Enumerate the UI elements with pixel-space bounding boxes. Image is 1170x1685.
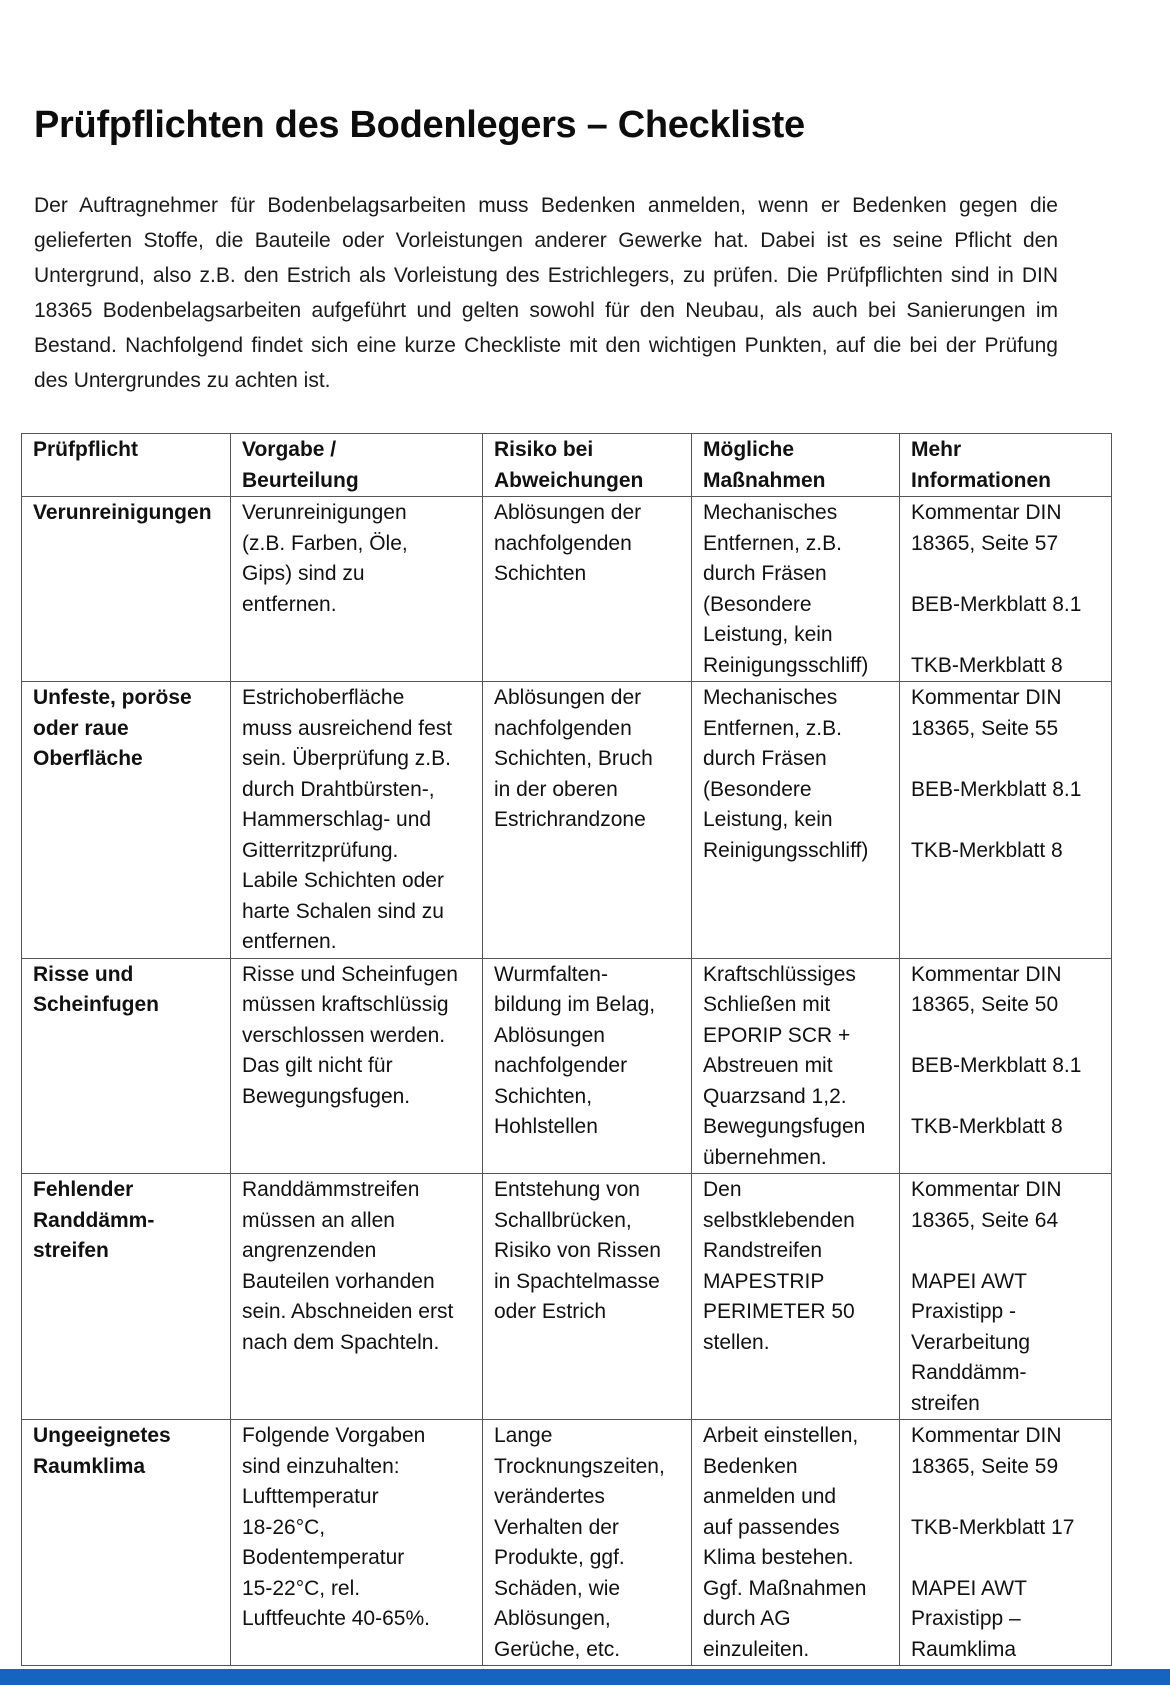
- intro-paragraph: Der Auftragnehmer für Bodenbelagsarbeiten muss Bedenken anmelden, wenn er Bedenken gegen die gelieferten Stoffe, die Bauteile oder Vorleistungen anderer Gewerke hat. Dabei ist es seine Pflicht den Untergrund, also z.B. den Estrich als Vorleistung des Estrichlegers, zu prüfen. Die Prüfpflichten sind in DIN 18365 Bodenbelagsarbeiten aufgeführt und gelten sowohl für den Neubau, als auch bei Sanierungen im Bestand. Nachfolgend findet sich eine kurze Checkliste mit den wichtigen Punkten, auf die bei der Prüfung des Untergrundes zu achten ist.: [34, 194, 1058, 392]
- header-vorgabe: Vorgabe / Beurteilung: [231, 434, 483, 497]
- cell-pruefpflicht: Ungeeignetes Raumklima: [22, 1420, 231, 1666]
- header-risiko: Risiko bei Abweichungen: [483, 434, 692, 497]
- cell-risiko: Ablösungen der nachfolgenden Schichten: [483, 497, 692, 682]
- cell-vorgabe: Folgende Vorgaben sind einzuhalten: Lufttemperatur 18-26°C, Bodentemperatur 15-22°C, rel. Luftfeuchte 40-65%.: [231, 1420, 483, 1666]
- cell-risiko: Wurmfalten- bildung im Belag, Ablösungen nachfolgender Schichten, Hohlstellen: [483, 958, 692, 1174]
- cell-vorgabe: Risse und Scheinfugen müssen kraftschlüssig verschlossen werden. Das gilt nicht für Bewegungsfugen.: [231, 958, 483, 1174]
- cell-informationen: Kommentar DIN 18365, Seite 59 TKB-Merkblatt 17 MAPEI AWT Praxistipp – Raumklima: [900, 1420, 1112, 1666]
- footer-bar: [0, 1669, 1170, 1685]
- cell-massnahmen: Mechanisches Entfernen, z.B. durch Fräsen (Besondere Leistung, kein Reinigungsschliff): [692, 682, 900, 959]
- table-row: [22, 1174, 1112, 1420]
- cell-risiko: Lange Trocknungszeiten, verändertes Verhalten der Produkte, ggf. Schäden, wie Ablösungen, Gerüche, etc.: [483, 1420, 692, 1666]
- header-massnahmen: Mögliche Maßnahmen: [692, 434, 900, 497]
- cell-pruefpflicht: Verunreinigungen: [22, 497, 231, 682]
- cell-vorgabe: Verunreinigungen (z.B. Farben, Öle, Gips) sind zu entfernen.: [231, 497, 483, 682]
- table-row: [22, 497, 1112, 682]
- cell-vorgabe: Randdämmstreifen müssen an allen angrenzenden Bauteilen vorhanden sein. Abschneiden erst nach dem Spachteln.: [231, 1174, 483, 1420]
- cell-risiko: Entstehung von Schallbrücken, Risiko von Rissen in Spachtelmasse oder Estrich: [483, 1174, 692, 1420]
- cell-informationen: Kommentar DIN 18365, Seite 57 BEB-Merkblatt 8.1 TKB-Merkblatt 8: [900, 497, 1112, 682]
- table-row: [22, 682, 1112, 959]
- header-informationen: Mehr Informationen: [900, 434, 1112, 497]
- cell-pruefpflicht: Unfeste, poröse oder raue Oberfläche: [22, 682, 231, 959]
- page-title: Prüfpflichten des Bodenlegers – Checkliste: [34, 104, 805, 146]
- cell-massnahmen: Kraftschlüssiges Schließen mit EPORIP SCR + Abstreuen mit Quarzsand 1,2. Bewegungsfugen übernehmen.: [692, 958, 900, 1174]
- cell-informationen: Kommentar DIN 18365, Seite 55 BEB-Merkblatt 8.1 TKB-Merkblatt 8: [900, 682, 1112, 959]
- cell-massnahmen: Mechanisches Entfernen, z.B. durch Fräsen (Besondere Leistung, kein Reinigungsschliff): [692, 497, 900, 682]
- cell-pruefpflicht: Risse und Scheinfugen: [22, 958, 231, 1174]
- table-row: [22, 1420, 1112, 1666]
- checklist-table: [21, 433, 1112, 1666]
- table-header-row: [22, 434, 1112, 497]
- cell-vorgabe: Estrichoberfläche muss ausreichend fest sein. Überprüfung z.B. durch Drahtbürsten-, Hammerschlag- und Gitterritzprüfung. Labile Schichten oder harte Schalen sind zu entfernen.: [231, 682, 483, 959]
- cell-pruefpflicht: Fehlender Randdämm- streifen: [22, 1174, 231, 1420]
- header-pruefpflicht: Prüfpflicht: [22, 434, 231, 497]
- cell-informationen: Kommentar DIN 18365, Seite 64 MAPEI AWT Praxistipp - Verarbeitung Randdämm- streifen: [900, 1174, 1112, 1420]
- cell-massnahmen: Den selbstklebenden Randstreifen MAPESTRIP PERIMETER 50 stellen.: [692, 1174, 900, 1420]
- cell-informationen: Kommentar DIN 18365, Seite 50 BEB-Merkblatt 8.1 TKB-Merkblatt 8: [900, 958, 1112, 1174]
- table-row: [22, 958, 1112, 1174]
- cell-massnahmen: Arbeit einstellen, Bedenken anmelden und auf passendes Klima bestehen. Ggf. Maßnahmen durch AG einzuleiten.: [692, 1420, 900, 1666]
- cell-risiko: Ablösungen der nachfolgenden Schichten, Bruch in der oberen Estrichrandzone: [483, 682, 692, 959]
